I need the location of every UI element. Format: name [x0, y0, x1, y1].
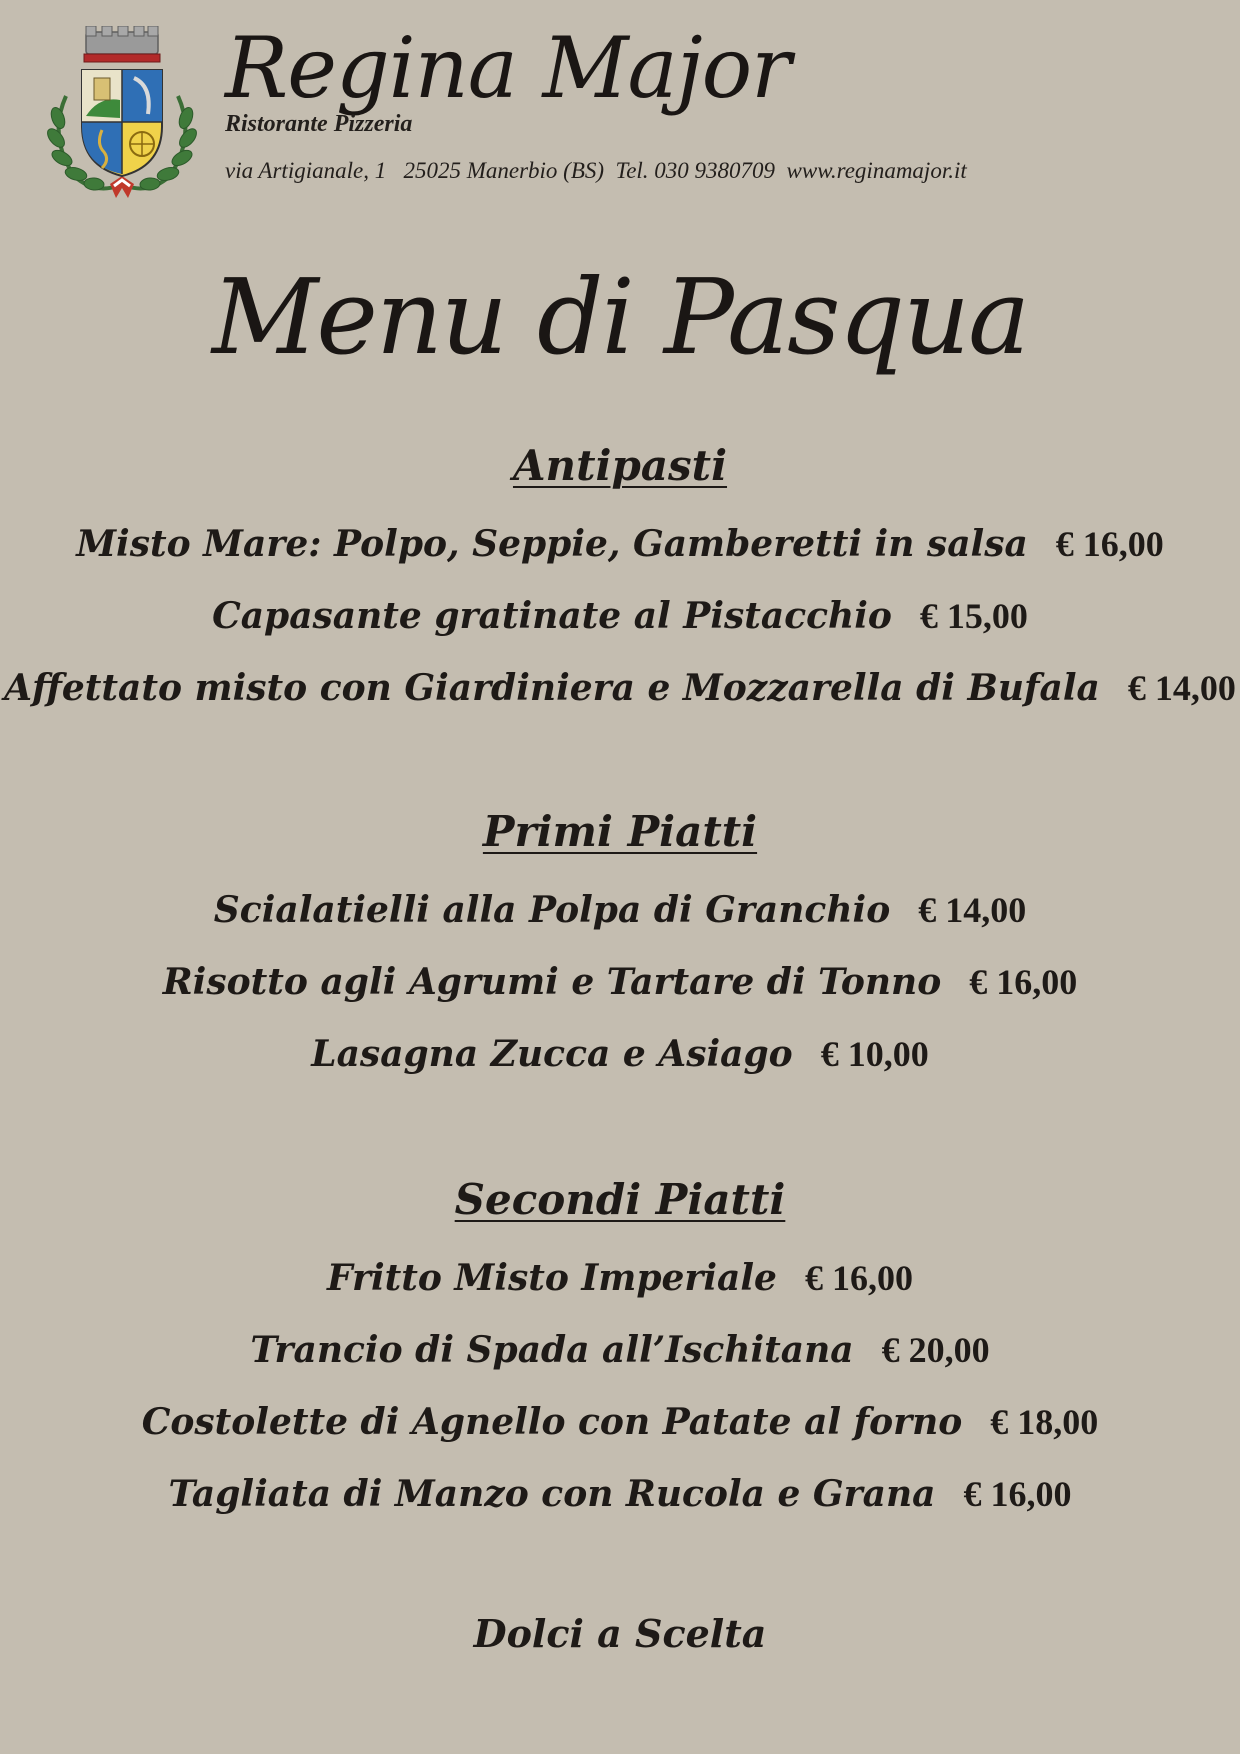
- menu-item: [0, 946, 1240, 1018]
- restaurant-header: [225, 18, 1125, 186]
- menu-item: [0, 508, 1240, 580]
- section-heading: Antipasti: [512, 441, 728, 490]
- menu-item-name: Lasagna Zucca e Asiago: [311, 1033, 793, 1075]
- menu-item-name: Affettato misto con Giardiniera e Mozzarella di Bufala: [4, 667, 1100, 709]
- menu-item-price: € 15,00: [919, 596, 1028, 636]
- menu-item: [0, 874, 1240, 946]
- menu-item: [0, 652, 1240, 724]
- menu-item-price: € 16,00: [963, 1474, 1072, 1514]
- menu-item: [0, 1018, 1240, 1090]
- restaurant-address: via Artigianale, 1 25025 Manerbio (BS) Tel. 030 9380709 www.reginamajor.it: [225, 158, 967, 183]
- menu-item-price: € 14,00: [1127, 668, 1236, 708]
- section-secondi-piatti: [0, 1170, 1240, 1530]
- menu-item-price: € 18,00: [990, 1402, 1099, 1442]
- menu-item-name: Scialatielli alla Polpa di Granchio: [213, 889, 891, 931]
- menu-item-name: Risotto agli Agrumi e Tartare di Tonno: [162, 961, 942, 1003]
- section-heading: Secondi Piatti: [454, 1175, 786, 1224]
- menu-item-name: Costolette di Agnello con Patate al forno: [141, 1401, 963, 1443]
- menu-item-price: € 16,00: [1055, 524, 1164, 564]
- menu-item: [0, 1314, 1240, 1386]
- restaurant-subtitle: Ristorante Pizzeria: [225, 111, 413, 137]
- menu-item-name: Tagliata di Manzo con Rucola e Grana: [168, 1473, 936, 1515]
- menu-item-name: Trancio di Spada all’Ischitana: [250, 1329, 854, 1371]
- menu-title: Menu di Pasqua: [211, 256, 1029, 378]
- menu-item: [0, 1242, 1240, 1314]
- menu-item-price: € 14,00: [918, 890, 1027, 930]
- menu-item-price: € 16,00: [969, 962, 1078, 1002]
- menu-item: [0, 1386, 1240, 1458]
- section-primi-piatti: [0, 802, 1240, 1090]
- menu-item-price: € 20,00: [881, 1330, 990, 1370]
- dessert-note: Dolci a Scelta: [473, 1611, 767, 1656]
- menu-item-price: € 16,00: [804, 1258, 913, 1298]
- menu-item-name: Misto Mare: Polpo, Seppie, Gamberetti in salsa: [76, 523, 1028, 565]
- menu-item: [0, 580, 1240, 652]
- section-antipasti: [0, 436, 1240, 724]
- restaurant-name: Regina Major: [225, 19, 791, 117]
- coat-of-arms-icon: [44, 26, 200, 202]
- section-heading: Primi Piatti: [482, 807, 758, 856]
- menu-item-name: Capasante gratinate al Pistacchio: [212, 595, 892, 637]
- menu-item-name: Fritto Misto Imperiale: [327, 1257, 777, 1299]
- menu-item-price: € 10,00: [820, 1034, 929, 1074]
- menu-item: [0, 1458, 1240, 1530]
